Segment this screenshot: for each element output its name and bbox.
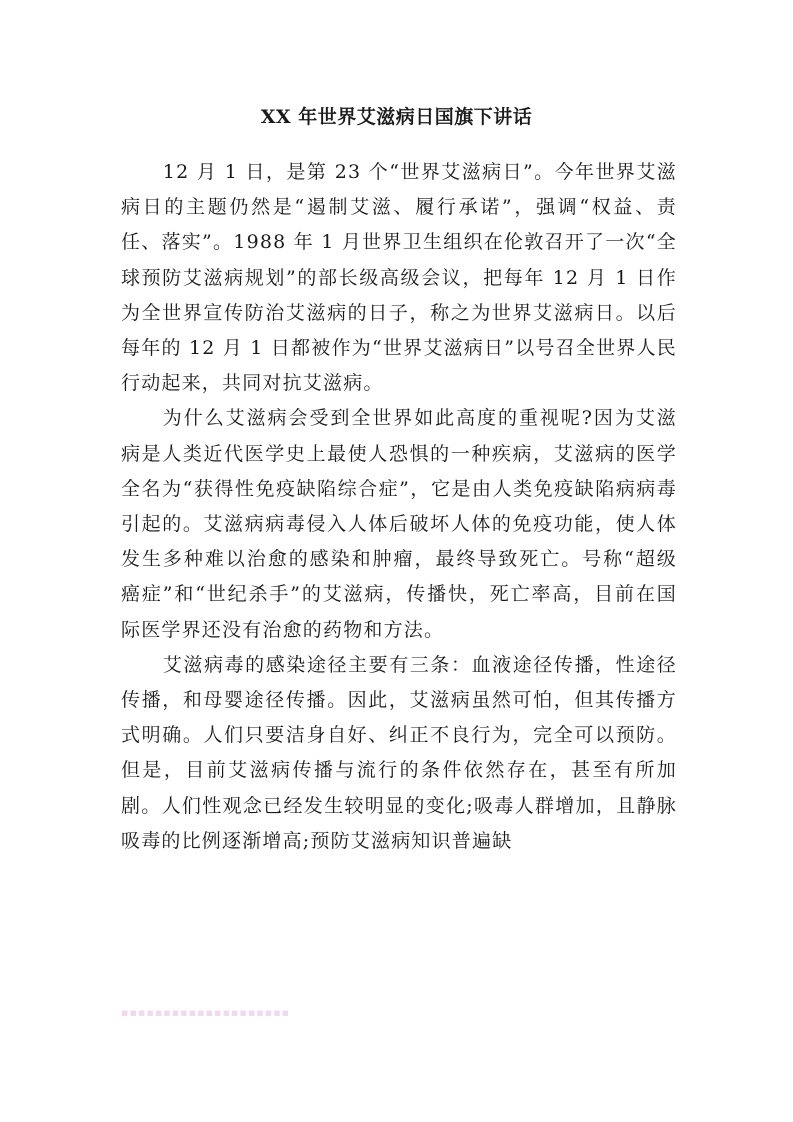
watermark-mark: ▪▪▪▪▪▪▪▪▪▪▪▪▪▪▪▪▪▪▪▪ bbox=[121, 1005, 291, 1019]
paragraph-3: 艾滋病毒的感染途径主要有三条：血液途径传播，性途径传播，和母婴途径传播。因此，艾滋病虽然可怕，但其传播方式明确。人们只要洁身自好、纠正不良行为，完全可以预防。但是，目前艾滋病传播与流行的条件依然存在，甚至有所加剧。人们性观念已经发生较明显的变化;吸毒人群增加，且静脉吸毒的比例逐渐增高;预防艾滋病知识普遍缺 bbox=[121, 653, 677, 852]
document-title: XX 年世界艾滋病日国旗下讲话 bbox=[260, 106, 533, 128]
faint-watermark-stamp bbox=[121, 1003, 361, 1021]
paragraph-2: 为什么艾滋病会受到全世界如此高度的重视呢?因为艾滋病是人类近代医学史上最使人恐惧的一种疾病，艾滋病的医学全名为“获得性免疫缺陷综合症”，它是由人类免疫缺陷病病毒引起的。艾滋病病毒侵入人体后破坏人体的免疫功能，使人体发生多种难以治愈的感染和肿瘤，最终导致死亡。号称“超级癌症”和“世纪杀手”的艾滋病，传播快，死亡率高，目前在国际医学界还没有治愈的药物和方法。 bbox=[121, 407, 677, 641]
document-body bbox=[121, 155, 677, 859]
paragraph-1: 12 月 1 日，是第 23 个“世界艾滋病日”。今年世界艾滋病日的主题仍然是“遏制艾滋、履行承诺”，强调“权益、责任、落实”。1988 年 1 月世界卫生组织在伦敦召开了一次“全球预防艾滋病规划”的部长级高级会议，把每年 12 月 1 日作为全世界宣传防治艾滋病的日子，称之为世界艾滋病日。以后每年的 12 月 1 日都被作为“世界艾滋病日”以号召全世界人民行动起来，共同对抗艾滋病。 bbox=[121, 161, 677, 395]
